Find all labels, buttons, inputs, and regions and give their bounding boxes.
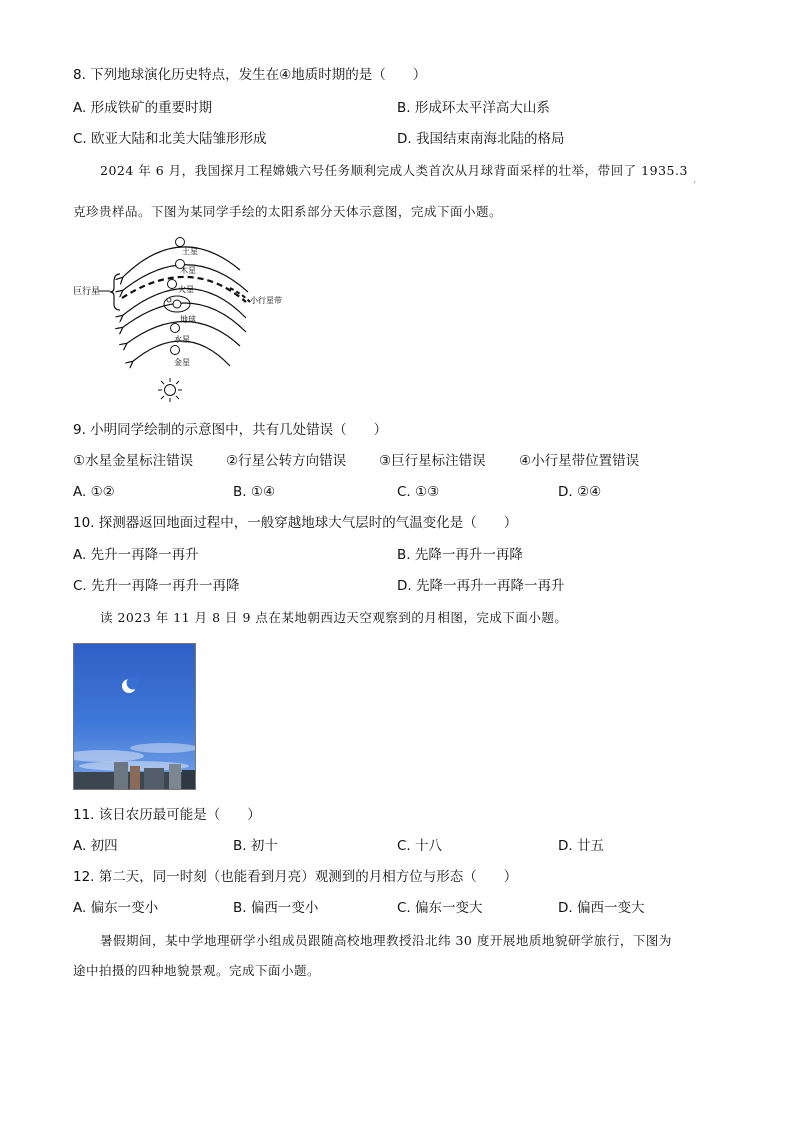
- label-giant-planets: 巨行星: [73, 287, 101, 297]
- q12-option-b: B. 偏西一变小: [233, 900, 319, 916]
- q8-option-b: B. 形成环太平洋高大山系: [397, 100, 550, 116]
- mars-dot: [168, 280, 177, 289]
- q11-stem: 11. 该日农历最可能是（ ）: [73, 807, 261, 823]
- label-earth: 地球: [180, 315, 196, 324]
- q11-option-b: B. 初十: [233, 838, 278, 854]
- moon-dot: [167, 298, 171, 302]
- earth-dot: [173, 300, 181, 308]
- label-jupiter: 木星: [180, 266, 196, 275]
- label-mars: 火星: [178, 285, 194, 294]
- q9-option-b: B. ①④: [233, 484, 276, 500]
- mercury-dot: [171, 324, 180, 333]
- q8-stem: 8. 下列地球演化历史特点，发生在④地质时期的是（ ）: [73, 67, 427, 83]
- q9-stem: 9. 小明同学绘制的示意图中，共有几处错误（ ）: [73, 422, 388, 438]
- q8-option-a: A. 形成铁矿的重要时期: [73, 100, 213, 116]
- saturn-dot: [176, 238, 185, 247]
- label-venus: 金星: [174, 358, 190, 367]
- passage2-line1: 读 2023 年 11 月 8 日 9 点在某地朝西边天空观察到的月相图，完成下面小题。: [100, 610, 568, 625]
- q10-option-c: C. 先升一再降一再升一再降: [73, 578, 240, 594]
- q8-option-d: D. 我国结束南海北陆的格局: [397, 131, 565, 147]
- passage3-line2: 途中拍摄的四种地貌景观。完成下面小题。: [73, 963, 321, 978]
- q9-option-a: A. ①②: [73, 484, 115, 500]
- q8-option-c: C. 欧亚大陆和北美大陆雏形形成: [73, 131, 267, 147]
- sun-icon: [158, 378, 182, 402]
- q11-option-a: A. 初四: [73, 838, 118, 854]
- passage3-line1: 暑假期间，某中学地理研学小组成员跟随高校地理教授沿北纬 30 度开展地质地貌研学旅行，下图为: [100, 933, 672, 948]
- stray-mark: ': [694, 181, 696, 188]
- label-saturn: 土星: [182, 247, 198, 256]
- q10-option-a: A. 先升一再降一再升: [73, 547, 199, 563]
- q12-option-a: A. 偏东一变小: [73, 900, 159, 916]
- q11-option-c: C. 十八: [397, 838, 443, 854]
- moon-sky-photo: [73, 643, 196, 790]
- q10-stem: 10. 探测器返回地面过程中，一般穿越地球大气层时的气温变化是（ ）: [73, 515, 518, 531]
- q10-option-d: D. 先降一再升一再降一再升: [397, 578, 565, 594]
- q12-option-d: D. 偏西一变大: [558, 900, 645, 916]
- q9-item-4: ④小行星带位置错误: [519, 453, 640, 469]
- q9-item-1: ①水星金星标注错误: [73, 453, 194, 469]
- q10-option-b: B. 先降一再升一再降: [397, 547, 523, 563]
- passage1-line1: 2024 年 6 月，我国探月工程嫦娥六号任务顺利完成人类首次从月球背面采样的壮举，带回了 1935.3: [100, 163, 688, 178]
- q9-option-d: D. ②④: [558, 484, 602, 500]
- venus-dot: [171, 346, 180, 355]
- q9-option-c: C. ①③: [397, 484, 440, 500]
- q12-option-c: C. 偏东一变大: [397, 900, 483, 916]
- solar-system-diagram: [70, 228, 310, 408]
- passage1-line2: 克珍贵样品。下图为某同学手绘的太阳系部分天体示意图，完成下面小题。: [73, 204, 503, 219]
- q11-option-d: D. 廿五: [558, 838, 604, 854]
- giant-planets-brace: [110, 274, 120, 310]
- q12-stem: 12. 第二天，同一时刻（也能看到月亮）观测到的月相方位与形态（ ）: [73, 869, 518, 885]
- label-mercury: 水星: [174, 335, 190, 344]
- q9-item-2: ②行星公转方向错误: [226, 453, 347, 469]
- label-asteroid-belt: 小行星带: [250, 296, 282, 305]
- q9-item-3: ③巨行星标注错误: [379, 453, 486, 469]
